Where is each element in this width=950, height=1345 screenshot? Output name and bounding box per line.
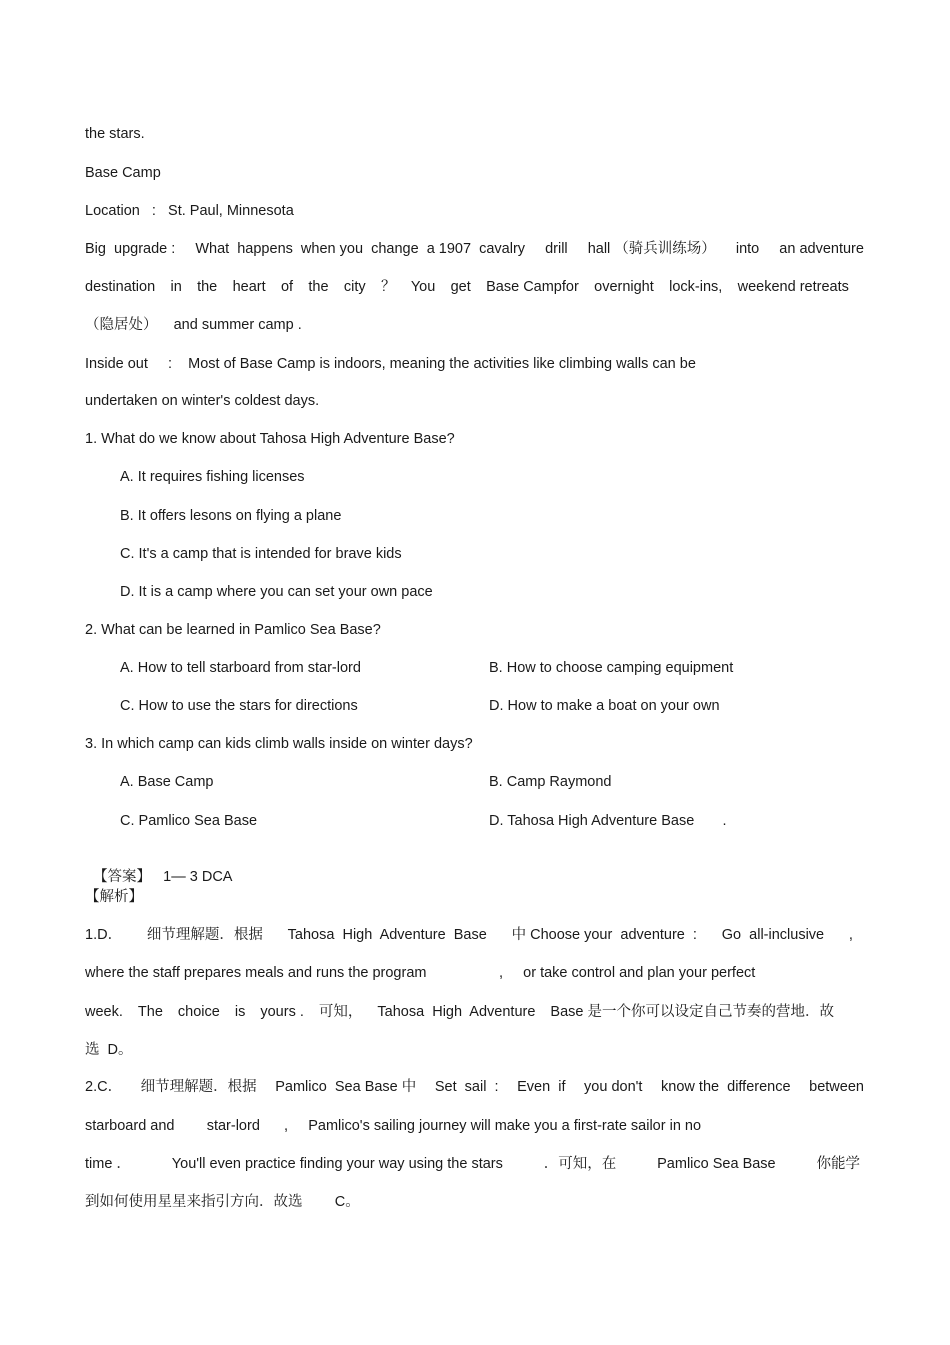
text-span: the <box>197 279 218 295</box>
text-span: Base 是一个你可以设定自己节奏的营地．故 <box>550 1004 834 1020</box>
text-span: know the difference <box>661 1079 791 1095</box>
text-span: Base Campfor <box>486 279 579 295</box>
text-span: 你能学 <box>816 1156 860 1172</box>
q1-option-b: B. It offers lesons on flying a plane <box>120 508 342 524</box>
text-span: drill <box>545 241 568 257</box>
q2-option-a: A. How to tell starboard from star-lord <box>120 660 361 676</box>
base-camp-destination <box>85 278 849 296</box>
text-span: You'll even practice finding your way using the stars <box>171 1156 503 1172</box>
base-camp-retreat: （隐居处） and summer camp . <box>85 317 302 333</box>
text-span: ．可知，在 <box>543 1156 617 1172</box>
base-camp-undertaken: undertaken on winter's coldest days. <box>85 393 320 409</box>
text-span: week. <box>85 1004 123 1020</box>
text-span: choice <box>177 1004 220 1020</box>
text-span: weekend retreats <box>737 279 849 295</box>
text-span: What happens when you change a 1907 cavalry <box>195 241 526 257</box>
text-span: get <box>450 279 471 295</box>
text-span: Tahosa High Adventure <box>377 1004 536 1020</box>
text-span: 1.D． <box>85 927 123 943</box>
text-span: 细节理解题．根据 <box>140 1079 257 1095</box>
text-span: yours . <box>260 1004 304 1020</box>
text-span: time ． <box>85 1156 131 1172</box>
explanation-2-line-3 <box>85 1155 860 1173</box>
text-span: Pamlico Sea Base 中 <box>275 1079 417 1095</box>
text-span: Go all-inclusive <box>721 927 825 943</box>
answer-line <box>85 850 232 886</box>
answer-value: 1— 3 DCA <box>163 869 233 885</box>
q2-option-b: B. How to choose camping equipment <box>489 660 734 676</box>
text-span: between <box>809 1079 864 1095</box>
q1-option-c: C. It's a camp that is intended for brave kids <box>120 546 402 562</box>
text-span: The <box>137 1004 163 1020</box>
text-span: , <box>848 927 853 943</box>
question-1-stem: 1. What do we know about Tahosa High Adventure Base? <box>85 431 455 447</box>
text-span: You <box>410 279 436 295</box>
question-2-stem: 2. What can be learned in Pamlico Sea Base? <box>85 622 381 638</box>
text-span: destination <box>85 279 156 295</box>
base-camp-inside-out: Inside out : Most of Base Camp is indoors, meaning the activities like climbing walls can be <box>85 356 696 372</box>
text-span: 细节理解题．根据 <box>146 927 263 943</box>
text-span: overnight <box>594 279 654 295</box>
text-span: hall （骑兵训练场） <box>587 241 716 257</box>
text-span: is <box>234 1004 246 1020</box>
q3-option-a: A. Base Camp <box>120 774 214 790</box>
explanation-1-line-4: 选 D。 <box>85 1042 133 1058</box>
text-span: Even if <box>517 1079 566 1095</box>
text-span: into <box>735 241 760 257</box>
text-span: Big upgrade : <box>85 241 176 257</box>
text-span: Pamlico Sea Base <box>657 1156 776 1172</box>
text-span: city <box>343 279 366 295</box>
text-span: ？ <box>380 279 396 295</box>
text-span: 中 Choose your adventure : <box>511 927 697 943</box>
text-span: 2.C． <box>85 1079 123 1095</box>
explanation-2-line-4: 到如何使用星星来指引方向．故选 C。 <box>85 1194 360 1210</box>
text-span: in <box>170 279 182 295</box>
text-span: of <box>280 279 294 295</box>
q2-option-d: D. How to make a boat on your own <box>489 698 720 714</box>
q3-option-b: B. Camp Raymond <box>489 774 612 790</box>
base-camp-title: Base Camp <box>85 165 161 181</box>
text-span: heart <box>232 279 266 295</box>
q2-option-c: C. How to use the stars for directions <box>120 698 358 714</box>
text-span <box>151 869 163 885</box>
explanation-1-line-2: where the staff prepares meals and runs the program , or take control and plan your perfect <box>85 965 756 981</box>
explanation-2-line-1 <box>85 1078 864 1096</box>
passage-line: the stars. <box>85 126 145 142</box>
q1-option-d: D. It is a camp where you can set your own pace <box>120 584 433 600</box>
question-3-stem: 3. In which camp can kids climb walls inside on winter days? <box>85 736 473 752</box>
text-span: Tahosa High Adventure Base <box>287 927 487 943</box>
text-span: 可知， <box>318 1004 363 1020</box>
q1-option-a: A. It requires fishing licenses <box>120 469 305 485</box>
q3-option-c: C. Pamlico Sea Base <box>120 813 258 829</box>
answer-label: 【答案】 <box>93 869 152 885</box>
explanation-1-line-3 <box>85 1003 834 1021</box>
q3-option-d: D. Tahosa High Adventure Base . <box>489 813 727 829</box>
text-span: an adventure <box>779 241 864 257</box>
base-camp-location: Location : St. Paul, Minnesota <box>85 203 294 219</box>
base-camp-upgrade <box>85 240 864 258</box>
text-span: you don't <box>584 1079 643 1095</box>
text-span: the <box>308 279 329 295</box>
explanation-2-line-2: starboard and star-lord , Pamlico's sailing journey will make you a first-rate sailor in no <box>85 1118 702 1134</box>
analysis-label: 【解析】 <box>85 889 143 905</box>
text-span: Set sail : <box>434 1079 499 1095</box>
text-span: lock-ins, <box>669 279 723 295</box>
explanation-1-line-1 <box>85 926 853 944</box>
